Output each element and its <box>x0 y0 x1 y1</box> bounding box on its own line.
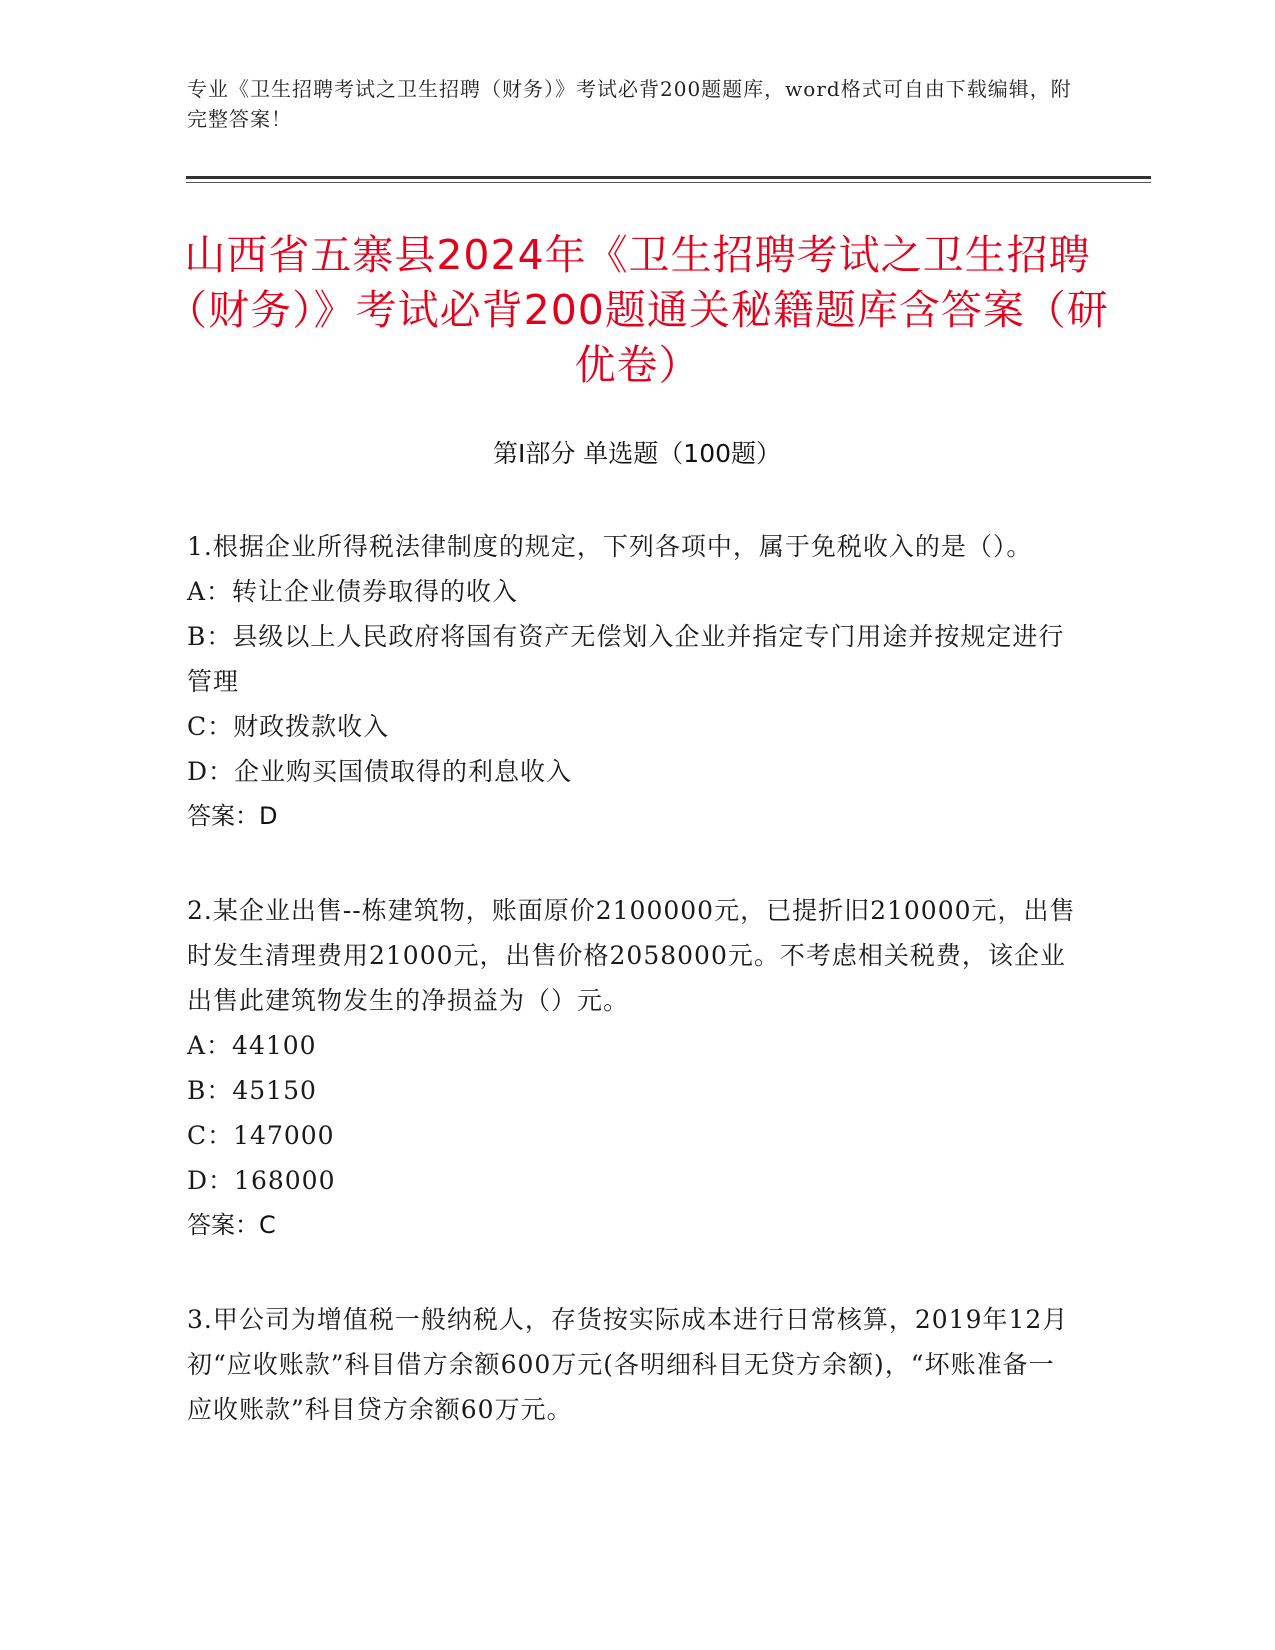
question-1 <box>187 524 1077 839</box>
question-stem: 1.根据企业所得税法律制度的规定，下列各项中，属于免税收入的是（）。 <box>187 532 1033 561</box>
option-d: D：企业购买国债取得的利息收入 <box>187 757 573 786</box>
option-a: A：44100 <box>187 1031 317 1060</box>
option-a: A：转让企业债券取得的收入 <box>187 577 519 606</box>
option-b: B：45150 <box>187 1076 317 1105</box>
section-title: 第Ⅰ部分 单选题（100题） <box>492 439 782 468</box>
question-2 <box>187 888 1077 1248</box>
answer: 答案：D <box>187 802 278 830</box>
question-list <box>187 524 1077 1481</box>
document-title: 山西省五寨县2024年《卫生招聘考试之卫生招聘（财务）》考试必背200题通关秘籍题库含答案（研优卷） <box>166 231 1109 389</box>
option-d: D：168000 <box>187 1166 336 1195</box>
answer: 答案：C <box>187 1211 276 1239</box>
header-note: 专业《卫生招聘考试之卫生招聘（财务）》考试必背200题题库，word格式可自由下载编辑，附完整答案！ <box>187 77 1072 131</box>
header-rule-thin <box>186 182 1151 183</box>
question-stem: 2.某企业出售--栋建筑物，账面原价2100000元，已提折旧210000元，出售时发生清理费用21000元，出售价格2058000元。不考虑相关税费，该企业出售此建筑物发生的净损益为（）元。 <box>187 896 1076 1015</box>
option-c: C：财政拨款收入 <box>187 712 390 741</box>
header-rule-thick <box>186 176 1151 179</box>
question-stem: 3.甲公司为增值税一般纳税人，存货按实际成本进行日常核算，2019年12月初“应收账款”科目借方余额600万元(各明细科目无贷方余额)，“坏账准备一应收账款”科目贷方余额60万元。 <box>187 1305 1069 1424</box>
question-3 <box>187 1297 1077 1432</box>
option-c: C：147000 <box>187 1121 335 1150</box>
option-b: B：县级以上人民政府将国有资产无偿划入企业并指定专门用途并按规定进行管理 <box>187 622 1065 696</box>
